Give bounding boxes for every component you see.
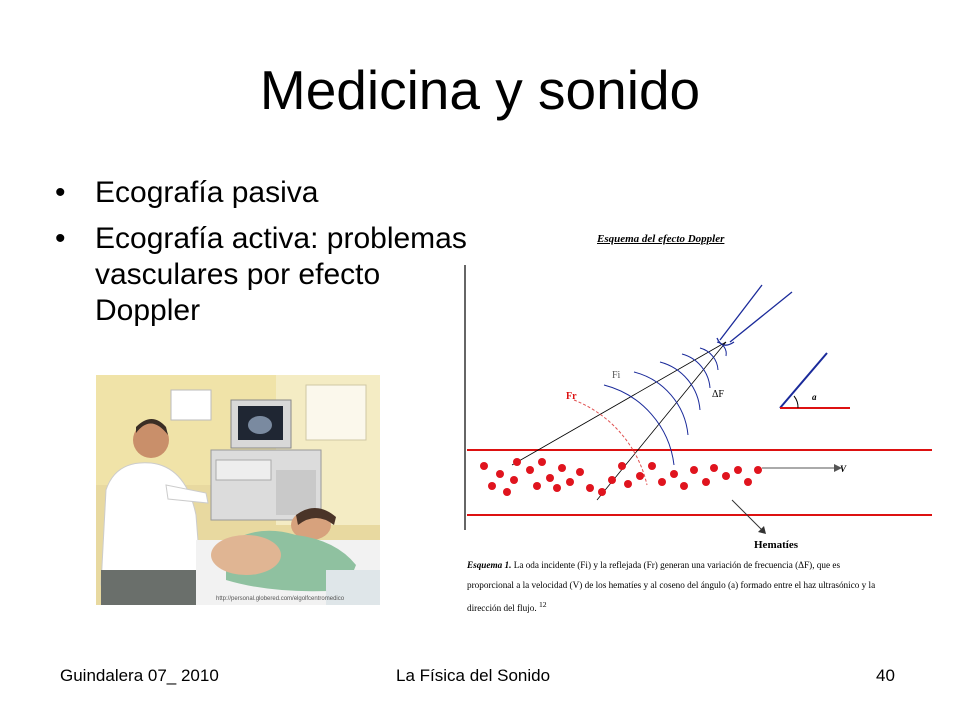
label-velocity: V — [840, 464, 847, 474]
bullet-icon: • — [55, 222, 66, 255]
diagram-caption — [467, 555, 887, 618]
bullet-item — [55, 175, 475, 211]
label-delta-f: ΔF — [712, 389, 724, 400]
bullet-item — [55, 221, 475, 329]
bullet-text: Ecografía activa: problemas vasculares por efecto Doppler — [95, 222, 467, 327]
caption-body: La oda incidente (Fi) y la reflejada (Fr) generan una variación de frecuencia (ΔF), que es proporcional a la velocidad (V) de los hematíes y al coseno del ángulo (a) formado entre el haz ultrasónico y la dirección del flujo. — [467, 560, 876, 614]
label-fr: Fr — [566, 391, 577, 402]
bullet-icon: • — [55, 176, 66, 209]
footer-left: Guindalera 07_ 2010 — [60, 666, 219, 685]
diagram-title: Esquema del efecto Doppler — [597, 233, 725, 245]
label-hematies: Hematíes — [754, 539, 798, 550]
doppler-diagram — [462, 230, 937, 614]
page-number: 40 — [876, 666, 895, 685]
label-angle: a — [812, 392, 817, 402]
caption-reference: 12 — [538, 600, 547, 609]
bullet-text: Ecografía pasiva — [95, 176, 319, 209]
caption-lead: Esquema 1. — [467, 560, 512, 570]
doppler-schematic — [462, 230, 937, 550]
ultrasound-exam-photo — [96, 375, 380, 605]
slide-title: Medicina y sonido — [259, 59, 701, 121]
label-fi: Fi — [612, 370, 621, 381]
footer-center: La Física del Sonido — [396, 666, 551, 685]
bullet-list — [55, 175, 475, 339]
photo-credit: http://personal.globered.com/elgolfcentromedico — [216, 596, 345, 602]
